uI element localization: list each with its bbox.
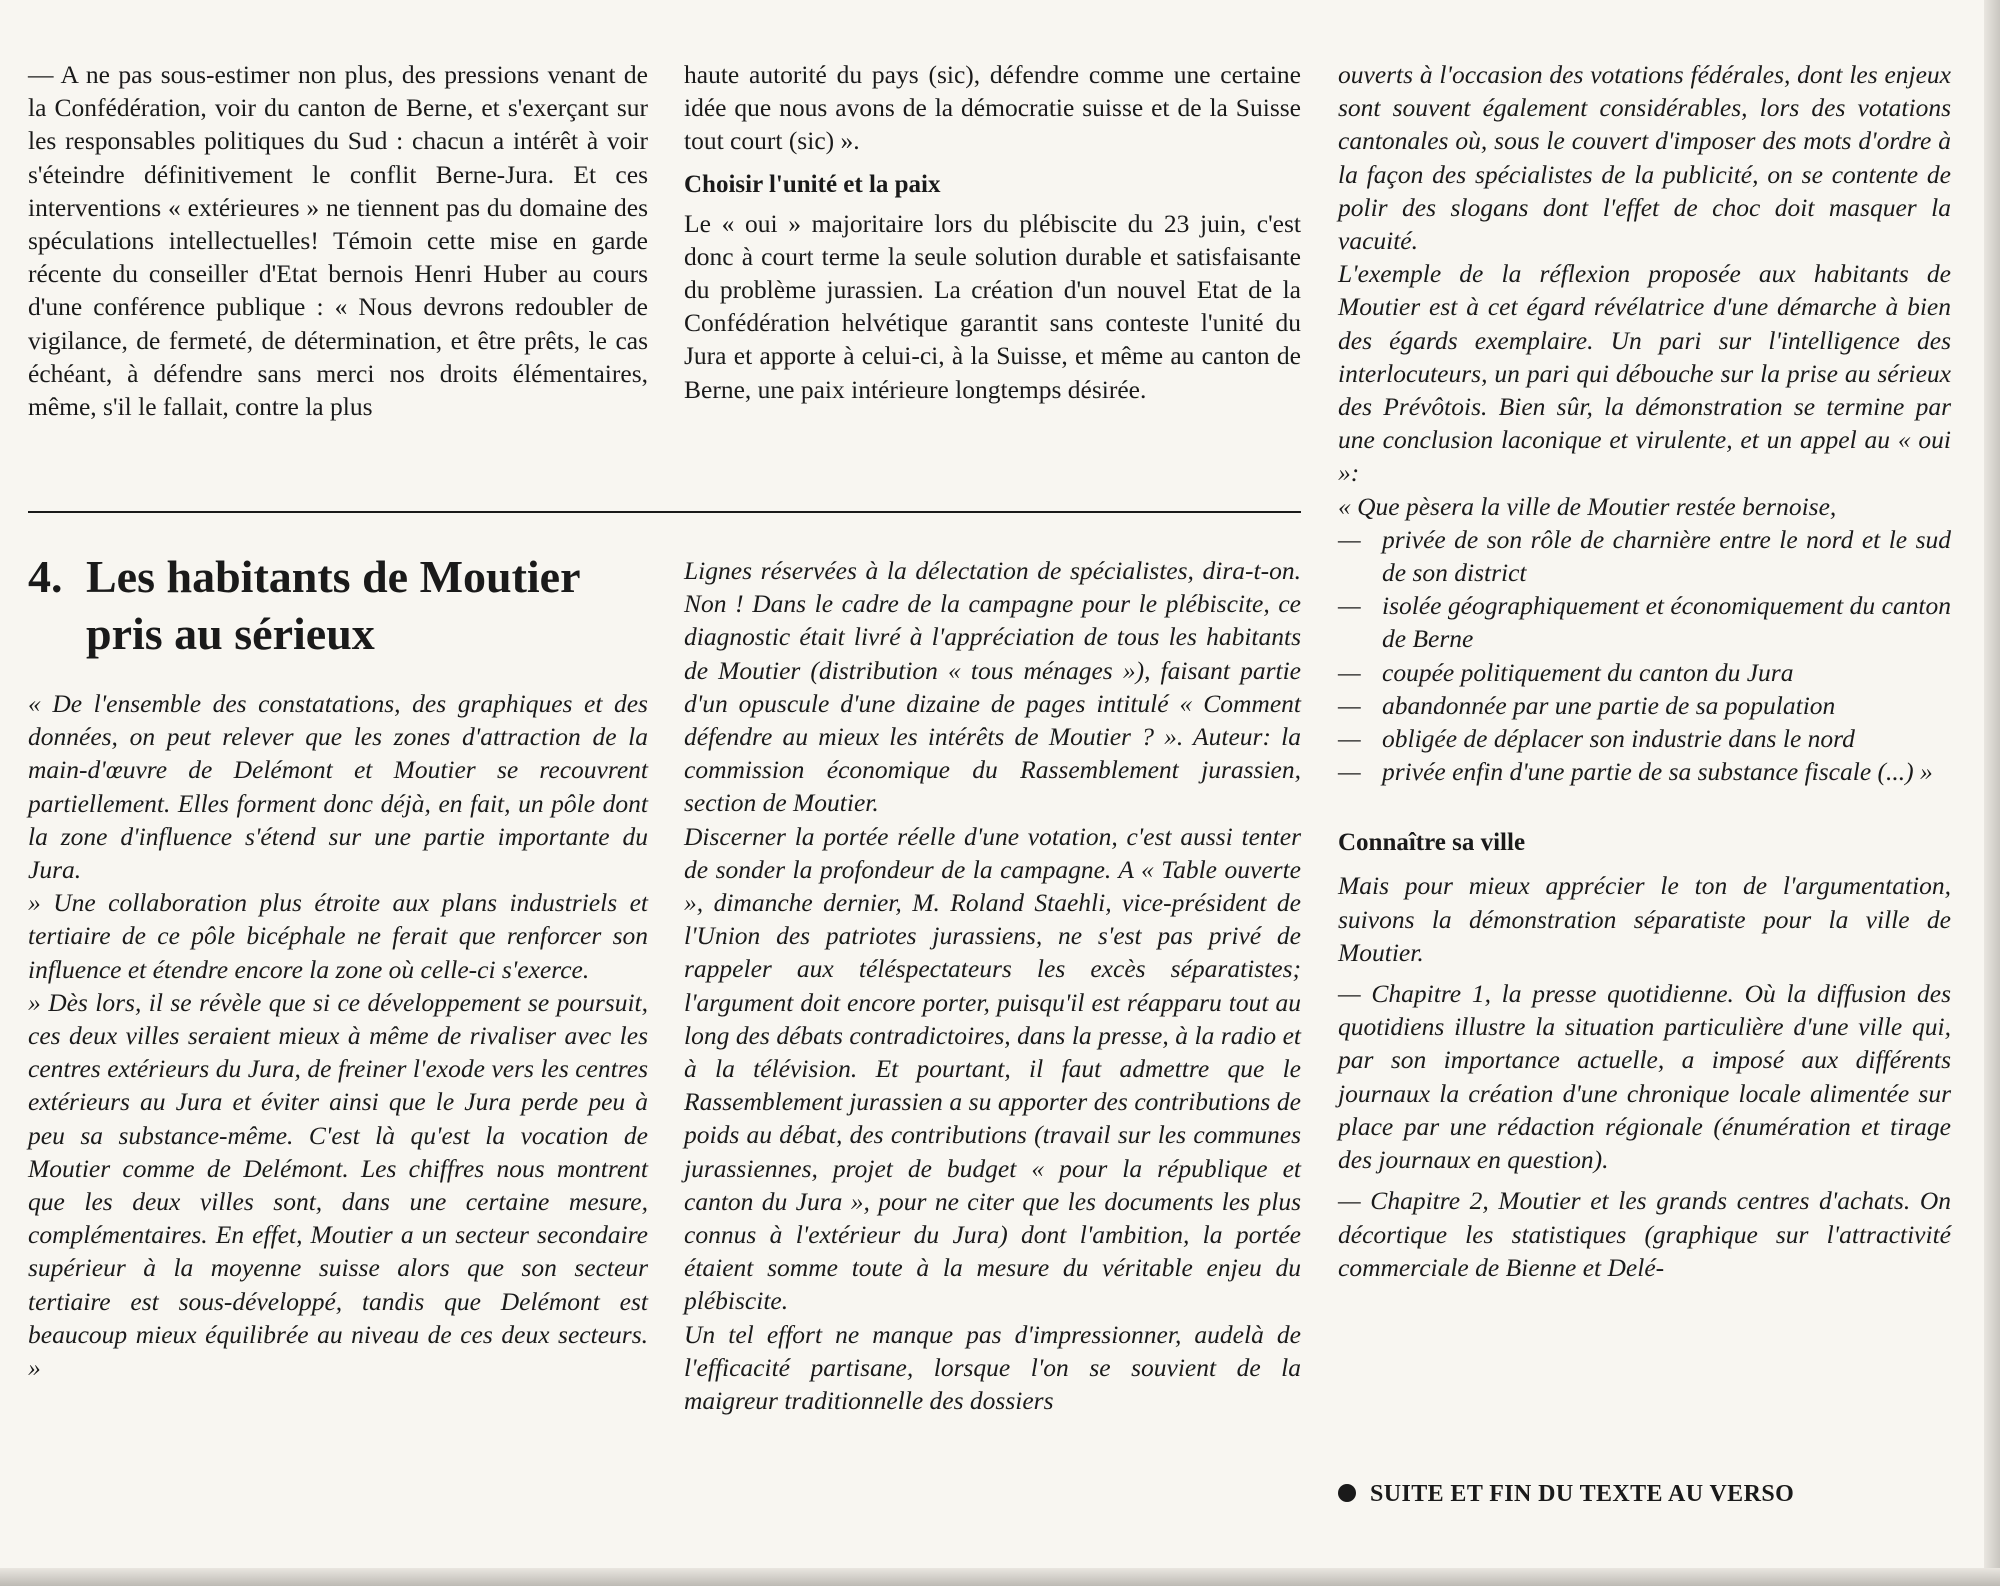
list-item: — obligée de déplacer son industrie dans le nord	[1338, 722, 1951, 755]
col3-paragraph-5: — Chapitre 2, Moutier et les grands centres d'achats. On décortique les statistiques (graphique sur l'attractivité commerciale de Bienne et Delé-	[1338, 1186, 1951, 1282]
col3-quote-intro: « Que pèsera la ville de Moutier restée bernoise,	[1338, 491, 1837, 521]
dash-glyph: —	[1338, 657, 1361, 687]
col2-bottom	[684, 554, 1301, 1417]
col2-paragraph-1: Lignes réservées à la délectation de spécialistes, dira-t-on. Non ! Dans le cadre de la campagne pour le plébiscite, ce diagnostic était livré à l'appréciation de tous les habitants de Moutier (distribution « tous ménages »), faisant partie d'un opuscule d'une dizaine de pages intitulé « Comment défendre au mieux les intérêts de Moutier ? ». Auteur: la commission économique du Rassemblement jurassien, section de Moutier.	[684, 556, 1301, 818]
col1-top	[28, 58, 648, 423]
headline-line-2: pris au sérieux	[86, 608, 375, 659]
col2-paragraph-3: Un tel effort ne manque pas d'impressionner, audelà de l'efficacité partisane, lorsque l'on se souvient de la maigreur traditionnelle des dossiers	[684, 1319, 1301, 1416]
list-item: — privée de son rôle de charnière entre le nord et le sud de son district	[1338, 524, 1951, 588]
list-item: — abandonnée par une partie de sa population	[1338, 689, 1951, 722]
col2-top-paragraph: haute autorité du pays (sic), défendre comme une certaine idée que nous avons de la démocratie suisse et de la Suisse tout court (sic) ».	[684, 60, 1301, 156]
col3-paragraph-2: L'exemple de la réflexion proposée aux habitants de Moutier est à cet égard révélatrice d'une démarche à bien des égards exemplaire. Un pari sur l'intelligence des interlocuteurs, un pari qui débouche sur la prise au sérieux des Prévôtois. Bien sûr, la démonstration se termine par une conclusion laconique et virulente, et un appel au « oui »:	[1338, 259, 1951, 488]
col3-paragraph-1: ouverts à l'occasion des votations fédérales, dont les enjeux sont souvent également considérables, lors des votations cantonales où, sous le couvert d'imposer des mots d'ordre à la façon des spécialistes de la publicité, on se contente de polir des slogans dont l'effet de choc doit masquer la vacuité.	[1338, 60, 1951, 256]
continued-note-text: SUITE ET FIN DU TEXTE AU VERSO	[1370, 1481, 1795, 1507]
col1-top-paragraph: — A ne pas sous-estimer non plus, des pressions venant de la Confédération, voir du canton de Berne, et s'exerçant sur les responsables politiques du Sud : chacun a intérêt à voir s'éteindre définitivement le conflit Berne-Jura. Et ces interventions « extérieures » ne tiennent pas du domaine des spéculations intellectuelles! Témoin cette mise en garde récente du conseiller d'Etat bernois Henri Huber au cours d'une conférence publique : « Nous devrons redoubler de vigilance, de fermeté, de détermination, et être prêts, le cas échéant, à défendre sans merci nos droits élémentaires, même, s'il le fallait, contre la plus	[28, 60, 648, 422]
col1-quote-3: » Dès lors, il se révèle que si ce développement se poursuit, ces deux villes seraient mieux à même de rivaliser avec les centres extérieurs du Jura, de freiner l'exode vers les centres extérieurs au Jura et éviter ainsi que le Jura perde peu à peu sa substance-même. C'est là qu'est la vocation de Moutier comme de Delémont. Les chiffres nous montrent que les deux villes sont, dans une certaine mesure, complémentaires. En effet, Moutier a un secteur secondaire supérieur à la moyenne suisse alors que son secteur tertiaire est sous-développé, tandis que Delémont est beaucoup mieux équilibrée au niveau de ces deux secteurs. »	[28, 987, 648, 1383]
dash-glyph: —	[1338, 724, 1361, 754]
col3-paragraph-3: Mais pour mieux apprécier le ton de l'argumentation, suivons la démonstration séparatiste pour la ville de Moutier.	[1338, 871, 1951, 967]
list-item: — coupée politiquement du canton du Jura	[1338, 656, 1951, 689]
list-item: — isolée géographiquement et économiquement du canton de Berne	[1338, 591, 1951, 654]
dash-glyph: —	[1338, 757, 1361, 787]
article-headline	[28, 548, 668, 662]
col2-top	[684, 58, 1301, 406]
subhead-connaitre-ville: Connaître sa ville	[1338, 829, 1526, 857]
col1-bottom	[28, 687, 648, 1384]
list-item: — privée enfin d'une partie de sa substance fiscale (...) »	[1338, 755, 1951, 788]
col1-quote-1: « De l'ensemble des constatations, des graphiques et des données, on peut relever que les zones d'attraction de la main-d'œuvre de Delémont et Moutier se recouvrent partiellement. Elles forment donc déjà, en fait, un pôle dont la zone d'influence s'étend sur une partie importante du Jura.	[28, 689, 648, 885]
dash-glyph: —	[1338, 690, 1361, 720]
col2-paragraph-2: Discerner la portée réelle d'une votation, c'est aussi tenter de sonder la profondeur de la campagne. A « Table ouverte », dimanche dernier, M. Roland Staehli, vice-président de l'Union des patriotes jurassiens, ne s'est pas privé de rappeler aux téléspectateurs les excès séparatistes; l'argument doit encore porter, puisqu'il est réapparu tout au long des débats contradictoires, dans la presse, à la radio et à la télévision. Et pourtant, il faut admettre que le Rassemblement jurassien a su apporter des contributions de poids au débat, des contributions (travail sur les communes jurassiennes, projet de budget « pour la république et canton du Jura », pour ne citer que les documents les plus connus à l'extérieur du Jura) dont l'ambition, la portée étaient somme toute à la mesure du véritable enjeu du plébiscite.	[684, 821, 1301, 1316]
section-divider	[28, 511, 1301, 513]
continued-note	[1338, 1481, 1794, 1508]
col3	[1338, 58, 1951, 1284]
col1-quote-2: » Une collaboration plus étroite aux plans industriels et tertiaire de ce pôle bicéphale ne ferait que renforcer son influence et étendre encore la zone où celle-ci s'exerce.	[28, 888, 648, 984]
col3-paragraph-4: — Chapitre 1, la presse quotidienne. Où la diffusion des quotidiens illustre la situation particulière d'une ville qui, par son importance actuelle, a imposé aux différents journaux la création d'une chronique locale alimentée sur place par une rédaction régionale (énumération et tirage des journaux en question).	[1338, 979, 1951, 1175]
headline-line-1: Les habitants de Moutier	[86, 551, 581, 602]
col3-dash-list	[1338, 523, 1951, 789]
subhead-unite-paix: Choisir l'unité et la paix	[684, 170, 941, 198]
dash-glyph: —	[1338, 591, 1361, 621]
page-edge-right	[1984, 0, 2000, 1586]
dash-glyph: —	[1338, 524, 1361, 554]
bullet-icon	[1338, 1484, 1356, 1502]
headline-number: 4.	[28, 551, 63, 602]
page-edge-bottom	[0, 1568, 2000, 1586]
col2-top-paragraph-2: Le « oui » majoritaire lors du plébiscite du 23 juin, c'est donc à court terme la seule solution durable et satisfaisante du problème jurassien. La création d'un nouvel Etat de la Confédération helvétique garantit sans conteste l'unité du Jura et apporte à celui-ci, à la Suisse, et même au canton de Berne, une paix intérieure longtemps désirée.	[684, 208, 1301, 404]
